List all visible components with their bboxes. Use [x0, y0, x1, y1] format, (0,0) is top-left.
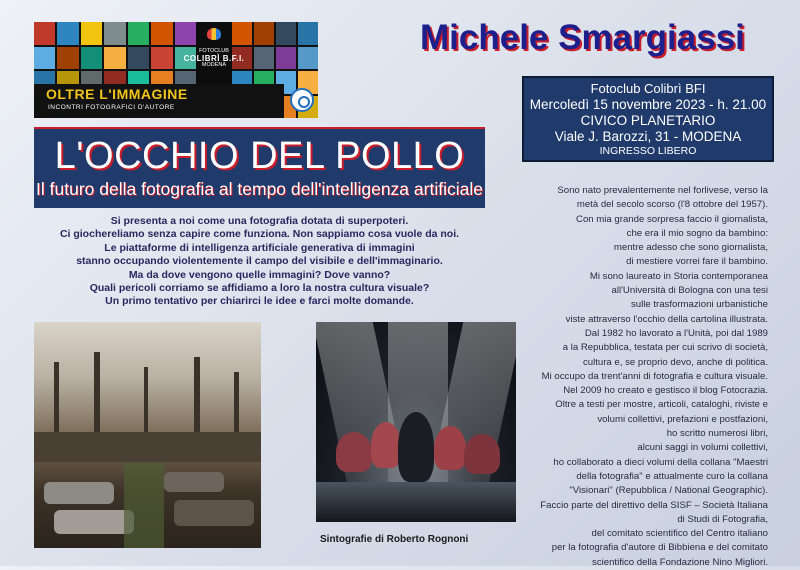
- bio-line: per la fotografia d'autore di Bibbiena e del comitato: [551, 542, 768, 554]
- colibri-logo-icon: [207, 28, 221, 40]
- series-title: OLTRE L'IMMAGINE: [46, 86, 188, 102]
- intro-line: Le piattaforme di intelligenza artificiale generativa di immagini: [104, 241, 415, 254]
- intro-line: stanno occupando violentemente il campo del visibile e dell'immaginario.: [76, 255, 443, 268]
- mosaic-tile: [34, 22, 55, 45]
- event-admission: INGRESSO LIBERO: [599, 145, 697, 157]
- intro-line: Quali pericoli corriamo se affidiamo a loro la nostra cultura visuale?: [89, 282, 430, 295]
- mosaic-tile: [151, 47, 172, 70]
- bio-line: scientifico della Fondazione Nino Migliori.: [592, 556, 768, 568]
- event-venue: CIVICO PLANETARIO: [580, 113, 716, 128]
- event-title: L'OCCHIO DEL POLLO: [54, 135, 465, 177]
- bio-line: del comitato scientifico del Centro italiano: [591, 528, 768, 540]
- bio-line: mentre adesso che sono giornalista,: [613, 242, 768, 254]
- event-address: Viale J. Barozzi, 31 - MODENA: [554, 129, 742, 144]
- bio-line: viste attraverso l'occhio della cartolina illustrata.: [565, 313, 768, 325]
- speaker-name: Michele Smargiassi: [420, 18, 745, 57]
- intro-line: Si presenta a noi come una fotografia dotata di superpoteri.: [110, 215, 409, 227]
- bio-line: Con mia grande sorpresa faccio il giornalista,: [576, 213, 768, 225]
- mosaic-tile: [104, 22, 125, 45]
- mosaic-tile: [34, 47, 55, 70]
- bio-line: della fotografia" e attualmente curo la collana: [576, 470, 768, 482]
- club-name-line3: MODENA: [201, 62, 227, 68]
- bio-line: Sono nato prevalentemente nel forlivese, verso la: [557, 185, 768, 196]
- mosaic-tile: [128, 47, 149, 70]
- event-info-box: [522, 76, 774, 162]
- bio-line: Dal 1982 ho lavorato a l'Unità, poi dal 1989: [584, 327, 768, 339]
- bio-line: di mestiere vorrei fare il bambino.: [626, 256, 768, 268]
- event-date: Mercoledì 15 novembre 2023 - h. 21.00: [529, 97, 767, 112]
- bio-line: volumi collettivi, prefazioni e postfazioni,: [597, 413, 768, 425]
- club-name: [176, 48, 252, 69]
- bio-line: di Studi di Fotografia,: [677, 513, 768, 525]
- event-organizer: Fotoclub Colibrì BFI: [590, 81, 706, 96]
- mosaic-tile: [57, 22, 78, 45]
- mosaic-tile: [254, 47, 274, 70]
- industrial-landscape-image: [34, 322, 261, 548]
- bio-line: "Visionari" (Repubblica / National Geographic).: [569, 485, 768, 497]
- mosaic-tile: [151, 22, 172, 45]
- intro-line: Ma da dove vengono quelle immagini? Dove vanno?: [128, 268, 391, 281]
- intro-line: Un primo tentativo per chiarirci le idee e farci molte domande.: [105, 295, 414, 308]
- mosaic-tile: [276, 22, 296, 45]
- title-box: [34, 127, 485, 208]
- mosaic-tile: [232, 22, 252, 45]
- bio-line: ho collaborato a dieci volumi della collana "Maestri: [553, 456, 768, 468]
- mosaic-tile: [81, 47, 102, 70]
- mosaic-tile: [175, 22, 196, 45]
- bio-line: cultura e, se proprio devo, anche di politica.: [582, 356, 768, 368]
- club-banner: [34, 22, 318, 118]
- mosaic-tile: [104, 47, 125, 70]
- mosaic-tile: [298, 47, 318, 70]
- bio-line: alcuni saggi in volumi collettivi,: [637, 442, 768, 454]
- bio-line: Faccio parte del direttivo della SISF – Società Italiana: [540, 499, 768, 511]
- fiaf-badge-icon: [290, 88, 314, 112]
- mosaic-tile: [254, 22, 274, 45]
- bio-line: metà del secolo scorso (l'8 ottobre del 1957).: [576, 199, 768, 211]
- bio-line: Oltre a testi per mostre, articoli, cataloghi, riviste e: [555, 399, 768, 411]
- bio-line: Nel 2009 ho creato e gestisco il blog Fotocrazia.: [563, 385, 768, 397]
- intro-paragraph: [34, 215, 485, 309]
- bio-line: Mi occupo da trent'anni di fotografia e cultura visuale.: [541, 370, 768, 382]
- mosaic-tile: [298, 22, 318, 45]
- ballet-dancers-image: [316, 322, 516, 522]
- intro-line: Ci giochereliamo senza capire come funziona. Non sappiamo cosa vuole da noi.: [59, 228, 460, 241]
- mosaic-tile: [81, 22, 102, 45]
- mosaic-tile: [276, 47, 296, 70]
- bio-line: ho scritto numerosi libri,: [666, 428, 768, 440]
- bio-line: sulle trasformazioni urbanistiche: [630, 299, 768, 311]
- club-name-line1: FOTOCLUB: [199, 48, 229, 54]
- event-subtitle: Il futuro della fotografia al tempo dell'intelligenza artificiale: [36, 179, 483, 199]
- bio-line: a la Repubblica, testata per cui scrivo di società,: [562, 342, 768, 354]
- bio-line: che era il mio sogno da bambino:: [626, 227, 768, 239]
- mosaic-tile: [128, 22, 149, 45]
- mosaic-tile: [57, 47, 78, 70]
- speaker-bio: [536, 184, 768, 570]
- bio-line: Mi sono laureato in Storia contemporanea: [589, 270, 768, 282]
- bio-line: all'Università di Bologna con una tesi: [611, 285, 768, 297]
- photo-credit: Sintografie di Roberto Rognoni: [320, 534, 469, 545]
- club-name-line2: COLIBRÌ B.F.I.: [183, 54, 245, 63]
- series-subtitle: INCONTRI FOTOGRAFICI D'AUTORE: [48, 104, 175, 111]
